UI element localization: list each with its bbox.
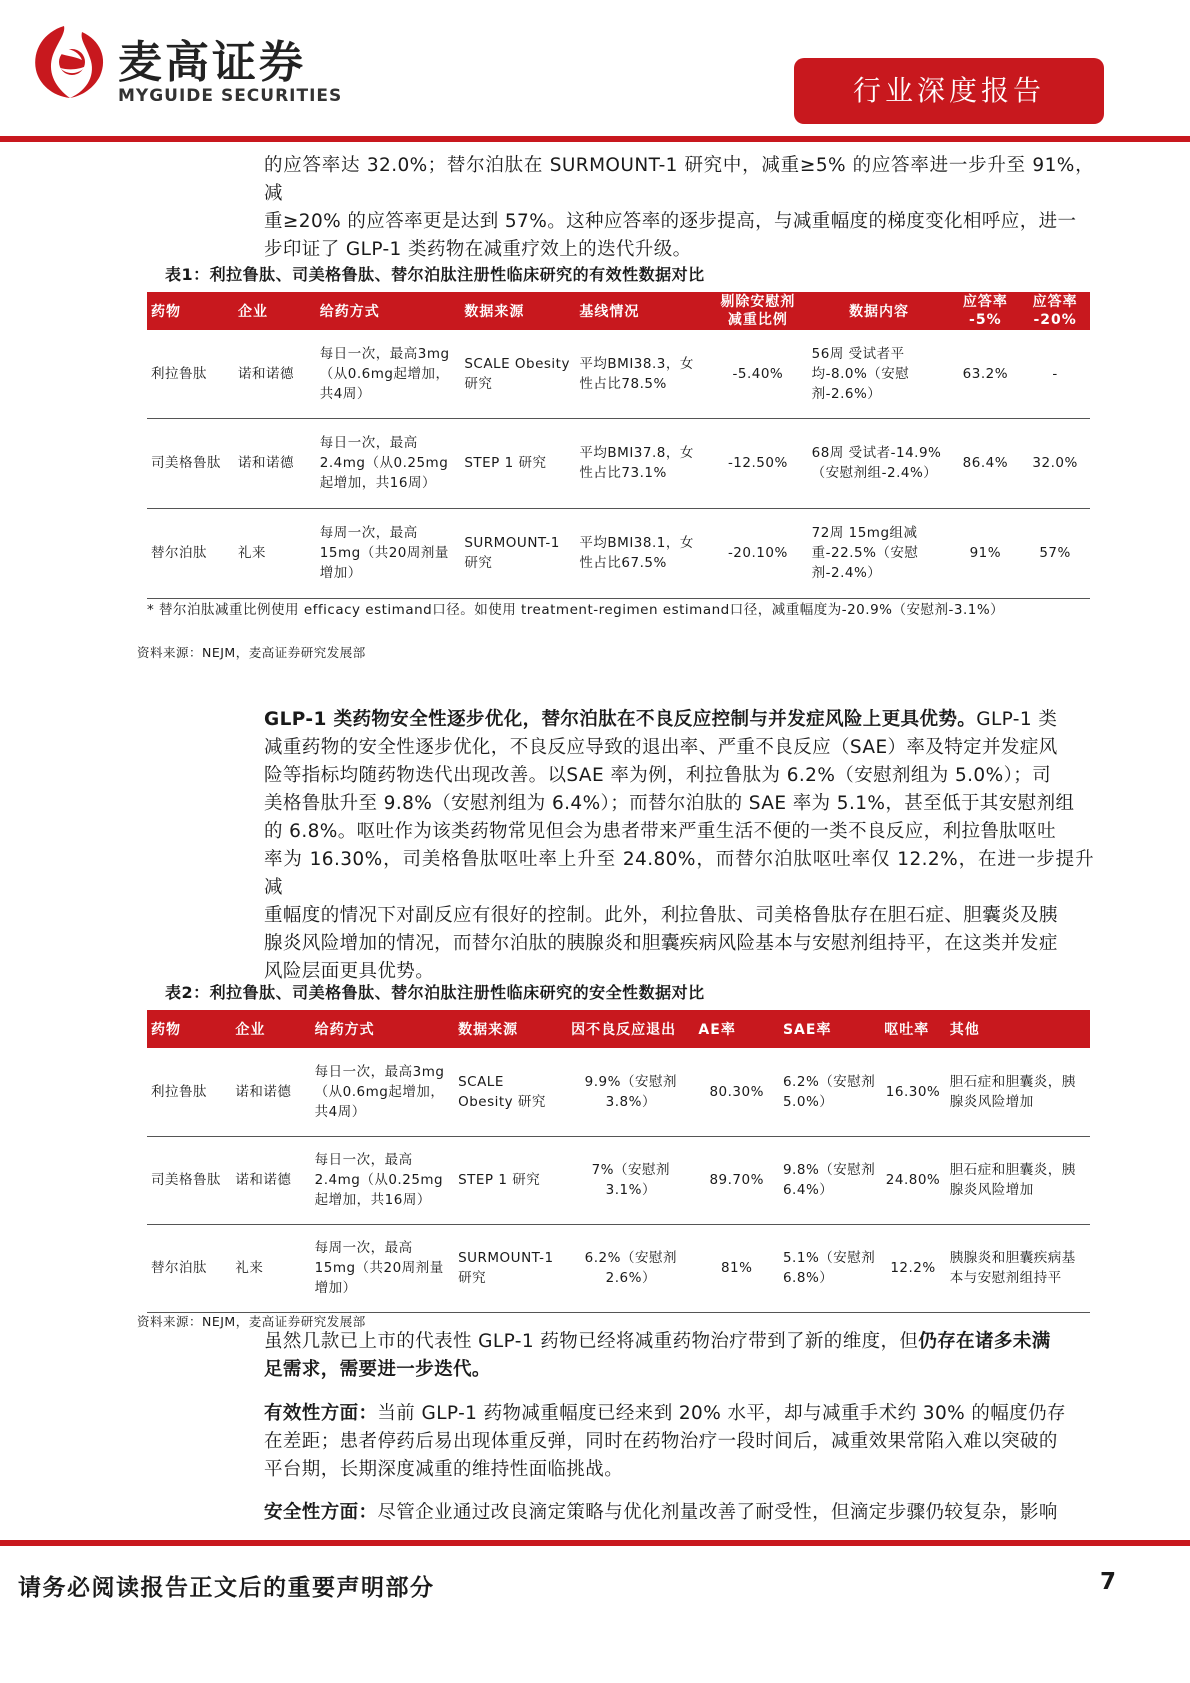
footer-divider (0, 1540, 1190, 1546)
table1-caption: 表1：利拉鲁肽、司美格鲁肽、替尔泊肽注册性临床研究的有效性数据对比 (165, 265, 705, 284)
table1-footnote: * 替尔泊肽减重比例使用 efficacy estimand口径。如使用 treatment-regimen estimand口径，减重幅度为-20.9%（安慰剂-3.1%） (147, 602, 1005, 618)
table2-source: 资料来源：NEJM，麦高证券研究发展部 (137, 1314, 366, 1329)
footer-disclaimer: 请务必阅读报告正文后的重要声明部分 (18, 1575, 435, 1601)
table-row: 利拉鲁肽 诺和诺德 每日一次，最高3mg（从0.6mg起增加，共4周） SCALE Obesity 研究 9.9%（安慰剂3.8%） 80.30% 6.2%（安慰剂5.0%） 16.30% 胆石症和胆囊炎，胰腺炎风险增加 (147, 1048, 1090, 1136)
company-logo-icon (26, 22, 126, 102)
efficacy-paragraph: 有效性方面：当前 GLP-1 药物减重幅度已经来到 20% 水平，却与减重手术约 30% 的幅度仍存 在差距；患者停药后易出现体重反弹，同时在药物治疗一段时间后，减重效果常陷入难以突破的 平台期，长期深度减重的维持性面临挑战。 (264, 1403, 1066, 1480)
col-source: 数据来源 (460, 292, 575, 330)
report-type-badge: 行业深度报告 (794, 58, 1104, 124)
col-data-content: 数据内容 (808, 292, 951, 330)
safety-point-paragraph: 安全性方面：尽管企业通过改良滴定策略与优化剂量改善了耐受性，但滴定步骤仍较复杂，影响 (264, 1502, 1058, 1523)
safety-lead: GLP-1 类药物安全性逐步优化，替尔泊肽在不良反应控制与并发症风险上更具优势。 (264, 709, 977, 730)
safety-table: 药物 企业 给药方式 数据来源 因不良反应退出 AE率 SAE率 呕吐率 其他 利拉鲁肽 诺和诺德 每日一次，最高3mg（从0.6mg起增加，共4周） SCALE Obesity 研究 9.9%（安慰剂3.8%） 80.30% 6.2%（安慰剂5.0%） 16.30% 胆石症和胆囊炎，胰腺炎风险增加 司美格鲁肽 诺和诺德 每日一次，最高2.4mg（从0.25mg起增加，共16周） STEP 1 研究 7%（安慰剂3.1%） 89.70% 9.8%（安慰剂6.4%） 24.80% 胆石症和胆囊炎，胰腺炎风险增加 替尔泊肽 礼来 每周一次，最高15mg（共20周剂量增加） SURMOUNT-1 研究 6.2%（安慰剂2.6%） 81% 5.1%（安慰剂6.8%） 12.2% 胰腺炎和胆囊疾病基本与安慰剂组持平 (147, 1010, 1090, 1313)
col-weight-loss: 剔除安慰剂 减重比例 (708, 292, 808, 330)
col-company: 企业 (234, 292, 316, 330)
header-divider (0, 136, 1190, 142)
table2-caption: 表2：利拉鲁肽、司美格鲁肽、替尔泊肽注册性临床研究的安全性数据对比 (165, 983, 705, 1002)
col-response-5: 应答率 -5% (951, 292, 1021, 330)
table-row: 替尔泊肽 礼来 每周一次，最高15mg（共20周剂量增加） SURMOUNT-1 研究 6.2%（安慰剂2.6%） 81% 5.1%（安慰剂6.8%） 12.2% 胰腺炎和胆囊疾病基本与安慰剂组持平 (147, 1224, 1090, 1312)
col-response-20: 应答率 -20% (1020, 292, 1090, 330)
brand-name-en: MYGUIDE SECURITIES (118, 86, 343, 106)
table-row: 替尔泊肽 礼来 每周一次，最高15mg（共20周剂量增加） SURMOUNT-1 研究 平均BMI38.1，女性占比67.5% -20.10% 72周 15mg组减重-22.5%（安慰剂-2.4%） 91% 57% (147, 508, 1090, 598)
intro-paragraph: 的应答率达 32.0%；替尔泊肽在 SURMOUNT-1 研究中，减重≥5% 的应答率进一步升至 91%，减 重≥20% 的应答率更是达到 57%。这种应答率的逐步提高，与减重幅度的梯度变化相呼应，进一 步印证了 GLP-1 类药物在减重疗效上的迭代升级。 (264, 155, 1094, 260)
page-header (0, 0, 1190, 150)
table-row: 司美格鲁肽 诺和诺德 每日一次，最高2.4mg（从0.25mg起增加，共16周） STEP 1 研究 7%（安慰剂3.1%） 89.70% 9.8%（安慰剂6.4%） 24.80% 胆石症和胆囊炎，胰腺炎风险增加 (147, 1136, 1090, 1224)
table1-source: 资料来源：NEJM，麦高证券研究发展部 (137, 645, 366, 660)
unmet-needs-paragraph: 虽然几款已上市的代表性 GLP-1 药物已经将减重药物治疗带到了新的维度，但仍存在诸多未满 足需求，需要进一步迭代。 (264, 1331, 1051, 1380)
efficacy-table (147, 292, 1090, 599)
table-row: 利拉鲁肽 诺和诺德 每日一次，最高3mg（从0.6mg起增加，共4周） SCALE Obesity 研究 平均BMI38.3，女性占比78.5% -5.40% 56周 受试者平均-8.0%（安慰剂-2.6%） 63.2% - (147, 330, 1090, 418)
safety-paragraph: GLP-1 类药物安全性逐步优化，替尔泊肽在不良反应控制与并发症风险上更具优势。GLP-1 类 减重药物的安全性逐步优化，不良反应导致的退出率、严重不良反应（SAE）率及特定并发症风 险等指标均随药物迭代出现改善。以SAE 率为例，利拉鲁肽为 6.2%（安慰剂组为 5.0%）；司 美格鲁肽升至 9.8%（安慰剂组为 6.4%）；而替尔泊肽的 SAE 率为 5.1%，甚至低于其安慰剂组 的 6.8%。呕吐作为该类药物常见但会为患者带来严重生活不便的一类不良反应，利拉鲁肽呕吐 率为 16.30%，司美格鲁肽呕吐率上升至 24.80%，而替尔泊肽呕吐率仅 12.2%，在进一步提升减 重幅度的情况下对副反应有很好的控制。此外，利拉鲁肽、司美格鲁肽存在胆石症、胆囊炎及胰 腺炎风险增加的情况，而替尔泊肽的胰腺炎和胆囊疾病风险基本与安慰剂组持平，在这类并发症 风险层面更具优势。 (264, 709, 1094, 982)
page-number: 7 (1100, 1569, 1117, 1595)
col-dosing: 给药方式 (316, 292, 461, 330)
table-row: 司美格鲁肽 诺和诺德 每日一次，最高2.4mg（从0.25mg起增加，共16周） STEP 1 研究 平均BMI37.8，女性占比73.1% -12.50% 68周 受试者-14.9%（安慰剂组-2.4%） 86.4% 32.0% (147, 418, 1090, 508)
brand-name-cn: 麦高证券 (118, 37, 306, 88)
col-baseline: 基线情况 (575, 292, 708, 330)
col-drug: 药物 (147, 292, 234, 330)
